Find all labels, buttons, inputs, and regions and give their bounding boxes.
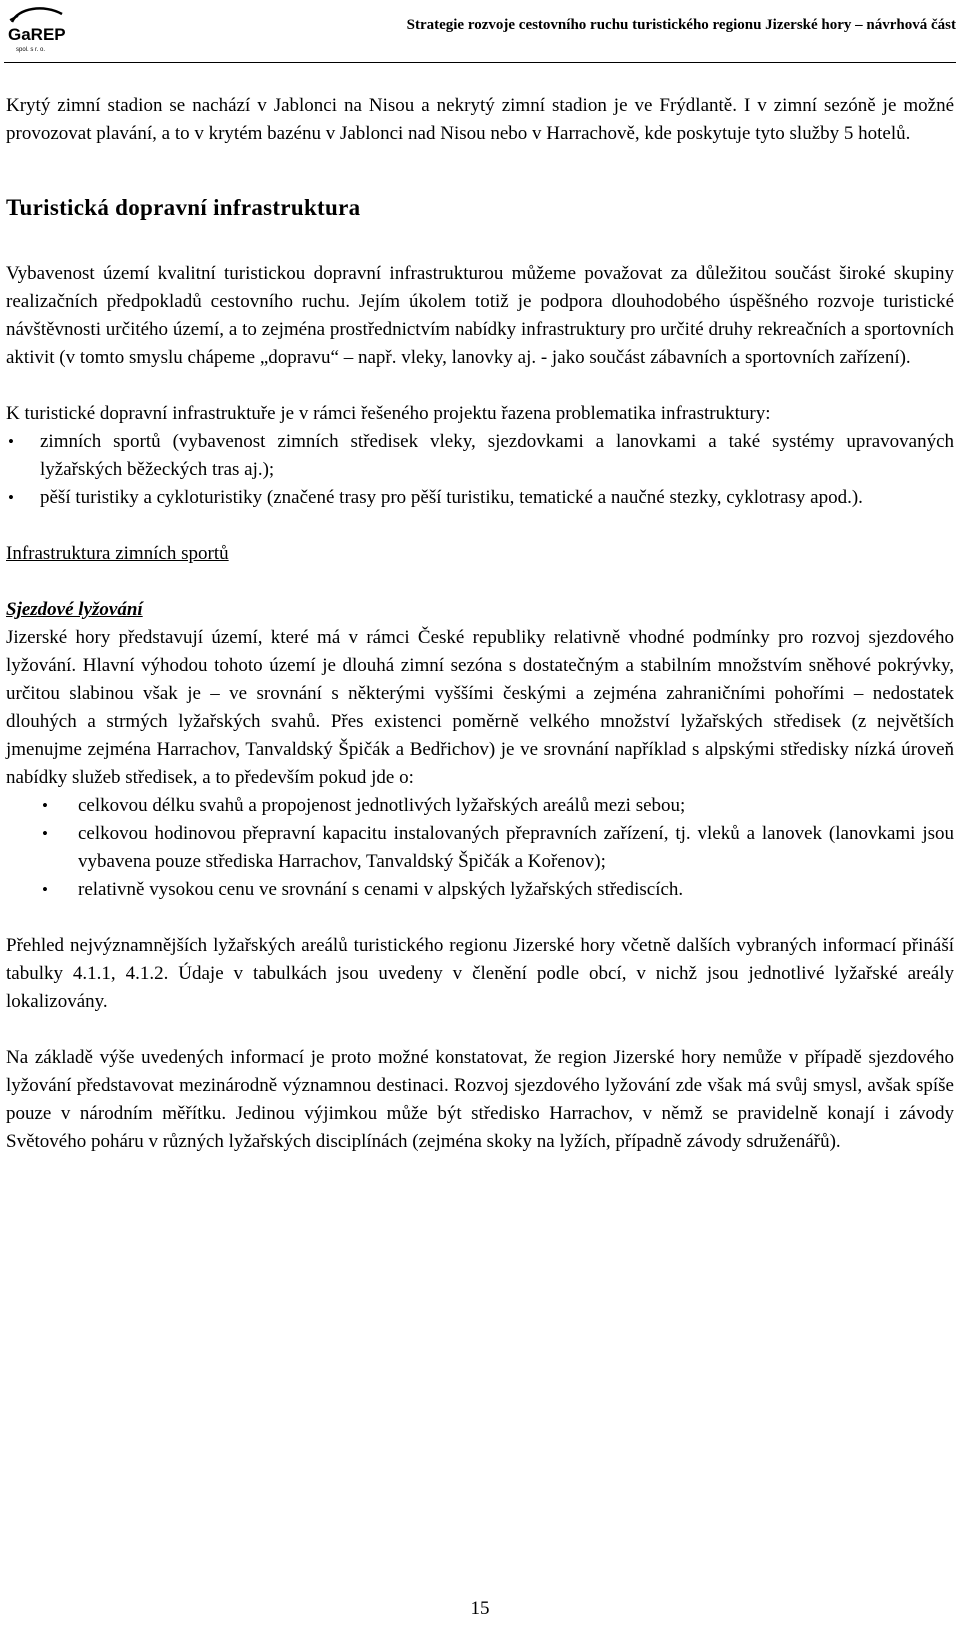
infrastructure-list bbox=[6, 428, 954, 512]
page-body bbox=[6, 92, 954, 1156]
paragraph-infrastructure-scope: K turistické dopravní infrastruktuře je v rámci řešeného projektu řazena problematika infrastruktury: bbox=[6, 403, 771, 424]
logo-text: GaREP bbox=[8, 25, 66, 44]
logo-subtext: spol. s r. o. bbox=[16, 47, 46, 53]
paragraph-downhill-skiing: Jizerské hory představují území, které má v rámci České republiky relativně vhodné podmínky pro rozvoj sjezdového lyžování. Hlavní výhodou tohoto území je dlouhá zimní sezóna s dostatečným a stabilním množstvím sněhové pokrývky, určitou slabinou však je – ve srovnání s některými vyššími českými a zejména zahraničními pohořími – nedostatek dlouhých a strmých lyžařských svahů. Přes existenci poměrně velkého množství lyžařských středisek (z největších jmenujme zejména Harrachov, Tanvaldský Špičák a Bedřichov) je ve srovnání například s alpskými středisky nízká úroveň nabídky služeb středisek, a to především pokud jde o: bbox=[6, 627, 954, 788]
bullet-icon: • bbox=[8, 432, 14, 451]
list-item: • zimních sportů (vybavenost zimních středisek vleky, sjezdovkami a lanovkami a také systémy upravovaných lyžařských běžeckých tras aj.); bbox=[6, 428, 954, 484]
intro-paragraph: Krytý zimní stadion se nachází v Jablonci na Nisou a nekrytý zimní stadion je ve Frýdlantě. I v zimní sezóně je možné provozovat plavání, a to v krytém bazénu v Jablonci nad Nisou nebo v Harrachově, kde poskytuje tyto služby 5 hotelů. bbox=[6, 95, 954, 144]
bullet-icon: • bbox=[42, 880, 48, 899]
garep-logo bbox=[4, 4, 74, 54]
paragraph-ski-areas-overview: Přehled nejvýznamnějších lyžařských areálů turistického regionu Jizerské hory včetně dalších vybraných informací přináší tabulky 4.1.1, 4.1.2. Údaje v tabulkách jsou uvedeny v členění podle obcí, v nichž jsou jednotlivé lyžařské areály lokalizovány. bbox=[6, 935, 954, 1012]
list-item: • celkovou délku svahů a propojenost jednotlivých lyžařských areálů mezi sebou; bbox=[6, 792, 954, 820]
page-number: 15 bbox=[470, 1598, 490, 1619]
subheading-winter-sports: Infrastruktura zimních sportů bbox=[6, 543, 229, 564]
page-header bbox=[0, 0, 960, 62]
document-title: Strategie rozvoje cestovního ruchu turistického regionu Jizerské hory – návrhová část bbox=[406, 17, 956, 33]
weakness-list bbox=[6, 792, 954, 904]
paragraph-transport-infrastructure: Vybavenost území kvalitní turistickou dopravní infrastrukturou můžeme považovat za důležitou součást široké skupiny realizačních předpokladů cestovního ruchu. Jejím úkolem totiž je podpora dlouhodobého úspěšného rozvoje turistické návštěvnosti určitého území, a to zejména prostřednictvím nabídky infrastruktury pro určité druhy rekreačních a sportovních aktivit (v tomto smyslu chápeme „dopravu“ – např. vleky, lanovky aj. - jako součást zábavních a sportovních zařízení). bbox=[6, 263, 954, 368]
bullet-icon: • bbox=[42, 796, 48, 815]
bullet-icon: • bbox=[42, 824, 48, 843]
list-item: • relativně vysokou cenu ve srovnání s cenami v alpských lyžařských střediscích. bbox=[6, 876, 954, 904]
paragraph-conclusion: Na základě výše uvedených informací je proto možné konstatovat, že region Jizerské hory nemůže v případě sjezdového lyžování představovat mezinárodně významnou destinaci. Rozvoj sjezdového lyžování zde však má svůj smysl, avšak spíše pouze v národním měřítku. Jedinou výjimkou může být středisko Harrachov, v němž se pravidelně konají i závody Světového poháru v různých lyžařských disciplínách (zejména skoky na lyžích, případně závody sdruženářů). bbox=[6, 1047, 954, 1152]
list-item: • pěší turistiky a cykloturistiky (značené trasy pro pěší turistiku, tematické a naučné stezky, cyklotrasy apod.). bbox=[6, 484, 954, 512]
subheading-downhill-skiing: Sjezdové lyžování bbox=[6, 599, 143, 620]
header-divider bbox=[4, 62, 956, 63]
section-heading: Turistická dopravní infrastruktura bbox=[6, 195, 361, 220]
list-item: • celkovou hodinovou přepravní kapacitu instalovaných přepravních zařízení, tj. vleků a lanovek (lanovkami jsou vybavena pouze střediska Harrachov, Tanvaldský Špičák a Kořenov); bbox=[6, 820, 954, 876]
bullet-icon: • bbox=[8, 488, 14, 507]
